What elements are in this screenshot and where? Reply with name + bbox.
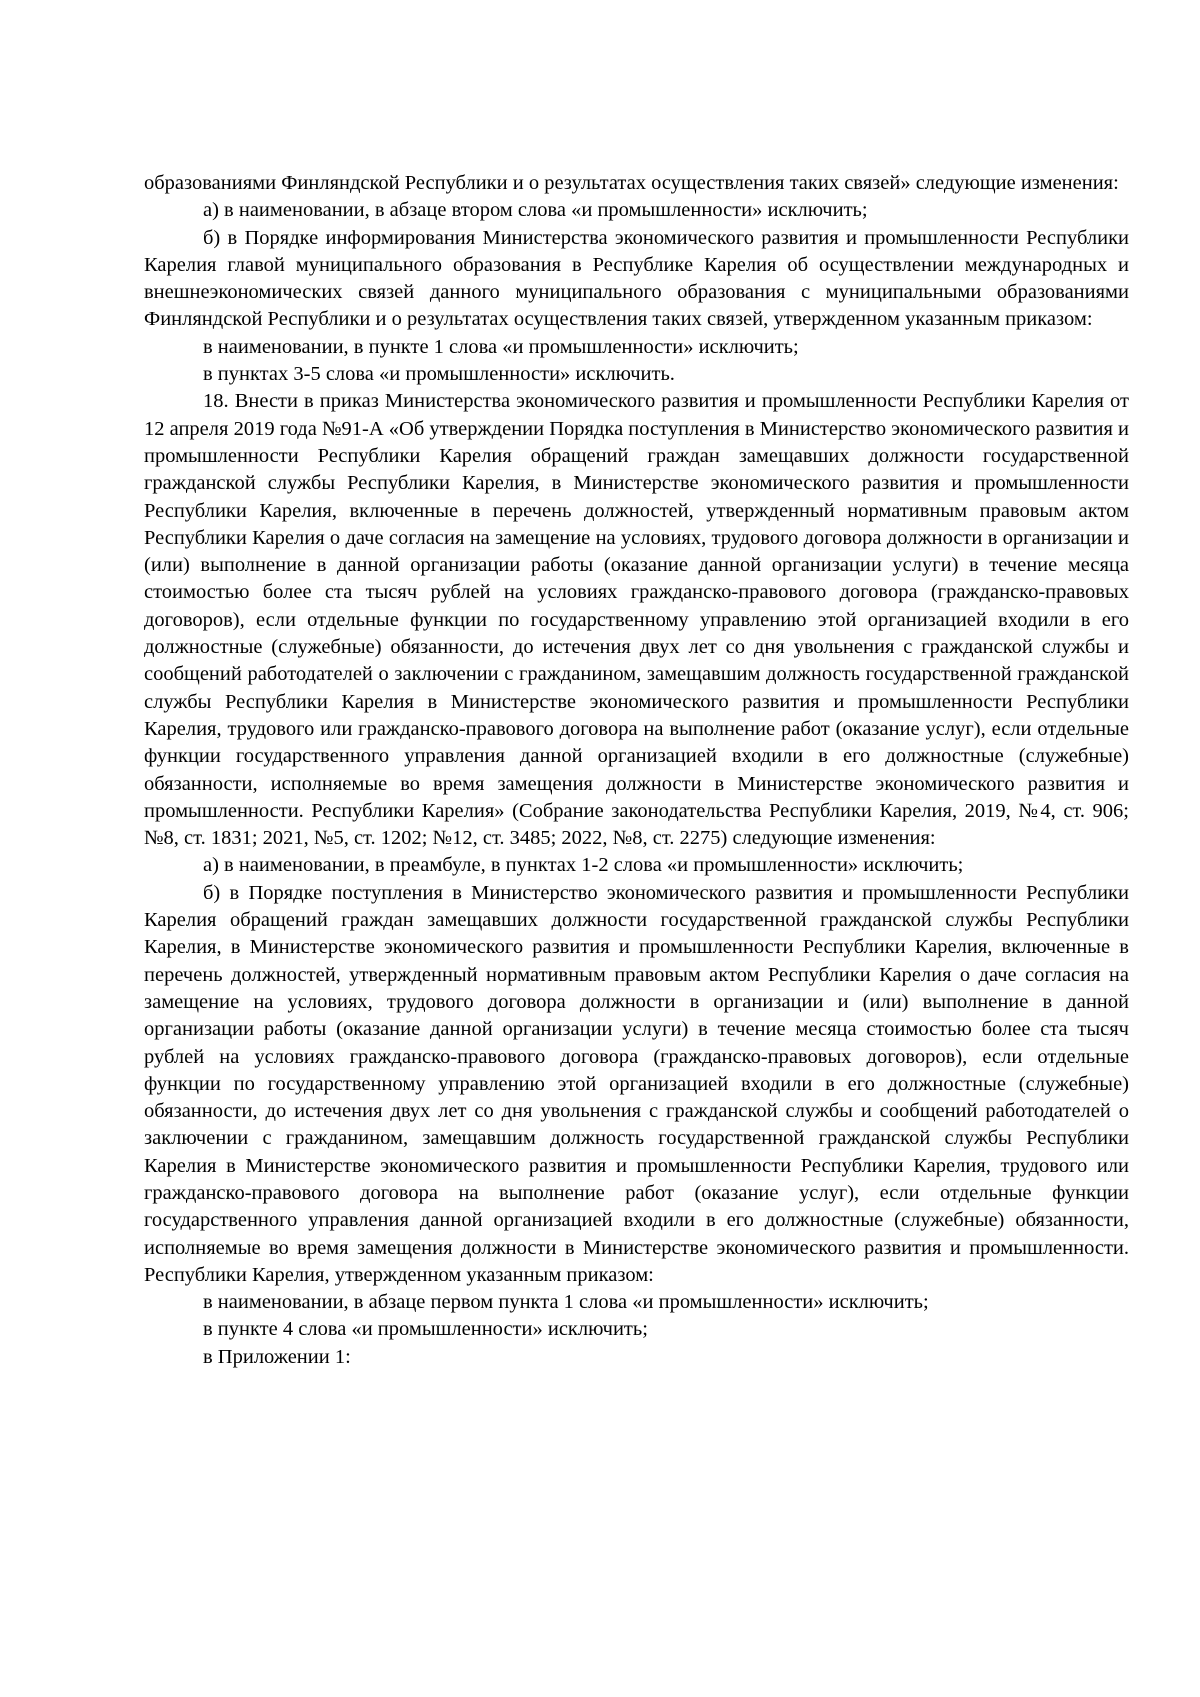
paragraph-continuation: образованиями Финляндской Республики и о результатах осуществления таких связей» следующие изменения: <box>144 172 1119 194</box>
paragraph-sub-item-2: в пунктах 3-5 слова «и промышленности» исключить. <box>203 363 675 386</box>
paragraph-item-a-1: а) в наименовании, в абзаце втором слова «и промышленности» исключить; <box>203 199 868 222</box>
paragraph-item-a-2: а) в наименовании, в преамбуле, в пунктах 1-2 слова «и промышленности» исключить; <box>203 854 964 877</box>
document-body <box>144 170 1129 1371</box>
paragraph-sub-item-3: в наименовании, в абзаце первом пункта 1 слова «и промышленности» исключить; <box>203 1291 929 1314</box>
paragraph-item-b-1: б) в Порядке информирования Министерства экономического развития и промышленности Республики Карелия главой муниципального образования в Республике Карелия об осуществлении международных и внешнеэкономических связей данного муниципального образования с муниципальными образованиями Финляндской Республики и о результатах осуществления таких связей, утвержденном указанным приказом: <box>144 226 1129 331</box>
paragraph-item-b-2: б) в Порядке поступления в Министерство экономического развития и промышленности Республики Карелия обращений граждан замещавших должности государственной гражданской службы Республики Карелия, в Министерстве экономического развития и промышленности Республики Карелия, включенные в перечень должностей, утвержденный нормативным правовым актом Республики Карелия о даче согласия на замещение на условиях, трудового договора должности в организации и (или) выполнение в данной организации работы (оказание данной организации услуги) в течение месяца стоимостью более ста тысяч рублей на условиях гражданско-правового договора (гражданско-правовых договоров), если отдельные функции по государственному управлению этой организацией входили в его должностные (служебные) обязанности, до истечения двух лет со дня увольнения с гражданской службы и сообщений работодателей о заключении с гражданином, замещавшим должность государственной гражданской службы Республики Карелия в Министерстве экономического развития и промышленности Республики Карелия, трудового или гражданско-правового договора на выполнение работ (оказание услуг), если отдельные функции государственного управления данной организацией входили в его должностные (служебные) обязанности, исполняемые во время замещения должности в Министерстве экономического развития и промышленности. Республики Карелия, утвержденном указанным приказом: <box>144 881 1129 1286</box>
paragraph-sub-item-1: в наименовании, в пункте 1 слова «и промышленности» исключить; <box>203 335 799 358</box>
paragraph-item-18: 18. Внести в приказ Министерства экономического развития и промышленности Республики Карелия от 12 апреля 2019 года №91-А «Об утверждении Порядка поступления в Министерство экономического развития и промышленности Республики Карелия обращений граждан замещавших должности государственной гражданской службы Республики Карелия, в Министерстве экономического развития и промышленности Республики Карелия, включенные в перечень должностей, утвержденный нормативным правовым актом Республики Карелия о даче согласия на замещение на условиях, трудового договора должности в организации и (или) выполнение в данной организации работы (оказание данной организации услуги) в течение месяца стоимостью более ста тысяч рублей на условиях гражданско-правового договора (гражданско-правовых договоров), если отдельные функции по государственному управлению этой организацией входили в его должностные (служебные) обязанности, до истечения двух лет со дня увольнения с гражданской службы и сообщений работодателей о заключении с гражданином, замещавшим должность государственной гражданской службы Республики Карелия в Министерстве экономического развития и промышленности Республики Карелия, трудового или гражданско-правового договора на выполнение работ (оказание услуг), если отдельные функции государственного управления данной организацией входили в его должностные (служебные) обязанности, исполняемые во время замещения должности в Министерстве экономического развития и промышленности. Республики Карелия» (Собрание законодательства Республики Карелия, 2019, №4, ст. 906; №8, ст. 1831; 2021, №5, ст. 1202; №12, ст. 3485; 2022, №8, ст. 2275) следующие изменения: <box>144 390 1129 850</box>
paragraph-sub-item-4: в пункте 4 слова «и промышленности» исключить; <box>203 1318 648 1341</box>
paragraph-sub-item-5: в Приложении 1: <box>203 1345 351 1368</box>
